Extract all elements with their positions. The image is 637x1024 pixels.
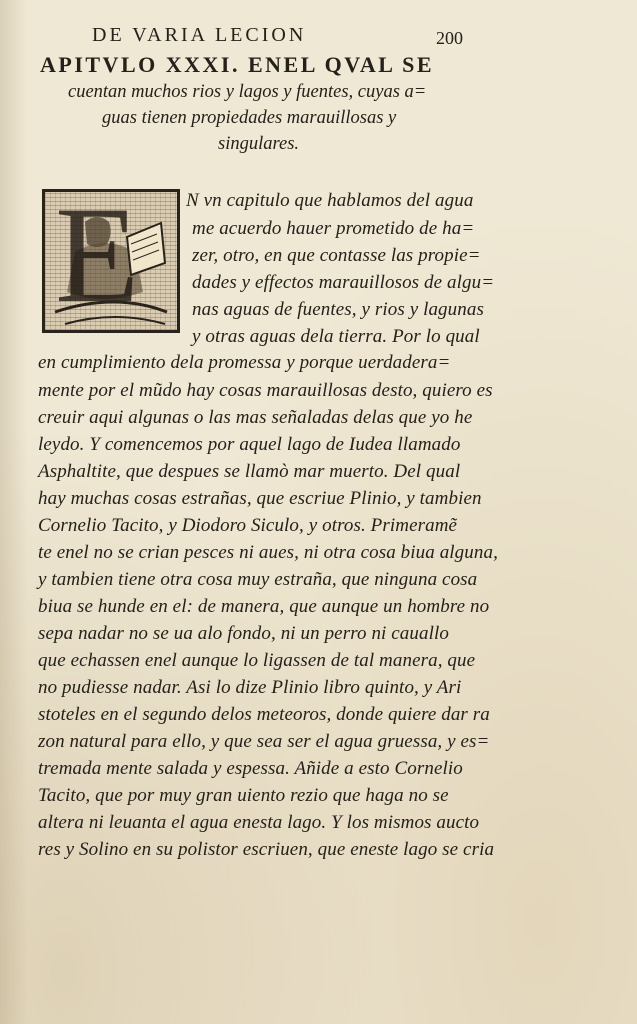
text-line: altera ni leuanta el agua enesta lago. Y los mismos aucto [38, 812, 480, 833]
text-line: res y Solino en su polistor escriuen, que eneste lago se cria [38, 839, 495, 860]
text-line: N vn capitulo que hablamos del agua [186, 190, 474, 211]
text-line: en cumplimiento dela promessa y porque uerdadera= [38, 352, 451, 373]
subtitle-line: guas tienen propiedades marauillosas y [102, 108, 397, 128]
text-line: mente por el mũdo hay cosas marauillosas desto, quiero es [38, 380, 493, 401]
text-line: tremada mente salada y espessa. Añide a esto Cornelio [38, 758, 463, 779]
text-line: stoteles en el segundo delos meteoros, donde quiere dar ra [38, 704, 490, 725]
subtitle-line: singulares. [218, 134, 300, 154]
chapter-heading: APITVLO XXXI. ENEL QVAL SE [40, 52, 435, 77]
running-head: DE VARIA LECION [92, 24, 307, 46]
text-line: dades y effectos marauillosos de algu= [192, 272, 495, 293]
text-line: zer, otro, en que contasse las propie= [192, 245, 481, 266]
text-line: Asphaltite, que despues se llamò mar muerto. Del qual [38, 461, 461, 482]
text-line: y otras aguas dela tierra. Por lo qual [192, 326, 480, 347]
text-line: zon natural para ello, y que sea ser el agua gruessa, y es= [38, 731, 490, 752]
subtitle-line: cuentan muchos rios y lagos y fuentes, cuyas a= [68, 82, 427, 102]
text-line: Tacito, que por muy gran uiento rezio que haga no se [38, 785, 449, 806]
text-line: me acuerdo hauer prometido de ha= [192, 218, 475, 239]
text-line: creuir aqui algunas o las mas señaladas delas que yo he [38, 407, 473, 428]
text-line: que echassen enel aunque lo ligassen de tal manera, que [38, 650, 476, 671]
text-line: nas aguas de fuentes, y rios y lagunas [192, 299, 484, 320]
text-line: Cornelio Tacito, y Diodoro Siculo, y otros. Primeramẽ [38, 515, 458, 536]
text-line: sepa nadar no se ua alo fondo, ni un perro ni cauallo [38, 623, 449, 644]
text-line: te enel no se crian pesces ni aues, ni otra cosa biua alguna, [38, 542, 498, 563]
text-line: y tambien tiene otra cosa muy estraña, que ninguna cosa [38, 569, 478, 590]
initial-letter: E [55, 178, 140, 331]
woodcut-initial-e [42, 178, 180, 333]
text-line: no pudiesse nadar. Asi lo dize Plinio libro quinto, y Ari [38, 677, 462, 698]
text-line: leydo. Y comencemos por aquel lago de Iudea llamado [38, 434, 461, 455]
text-line: biua se hunde en el: de manera, que aunque un hombre no [38, 596, 490, 617]
text-line: hay muchas cosas estrañas, que escriue Plinio, y tambien [38, 488, 482, 509]
page-number: 200 [436, 28, 463, 48]
